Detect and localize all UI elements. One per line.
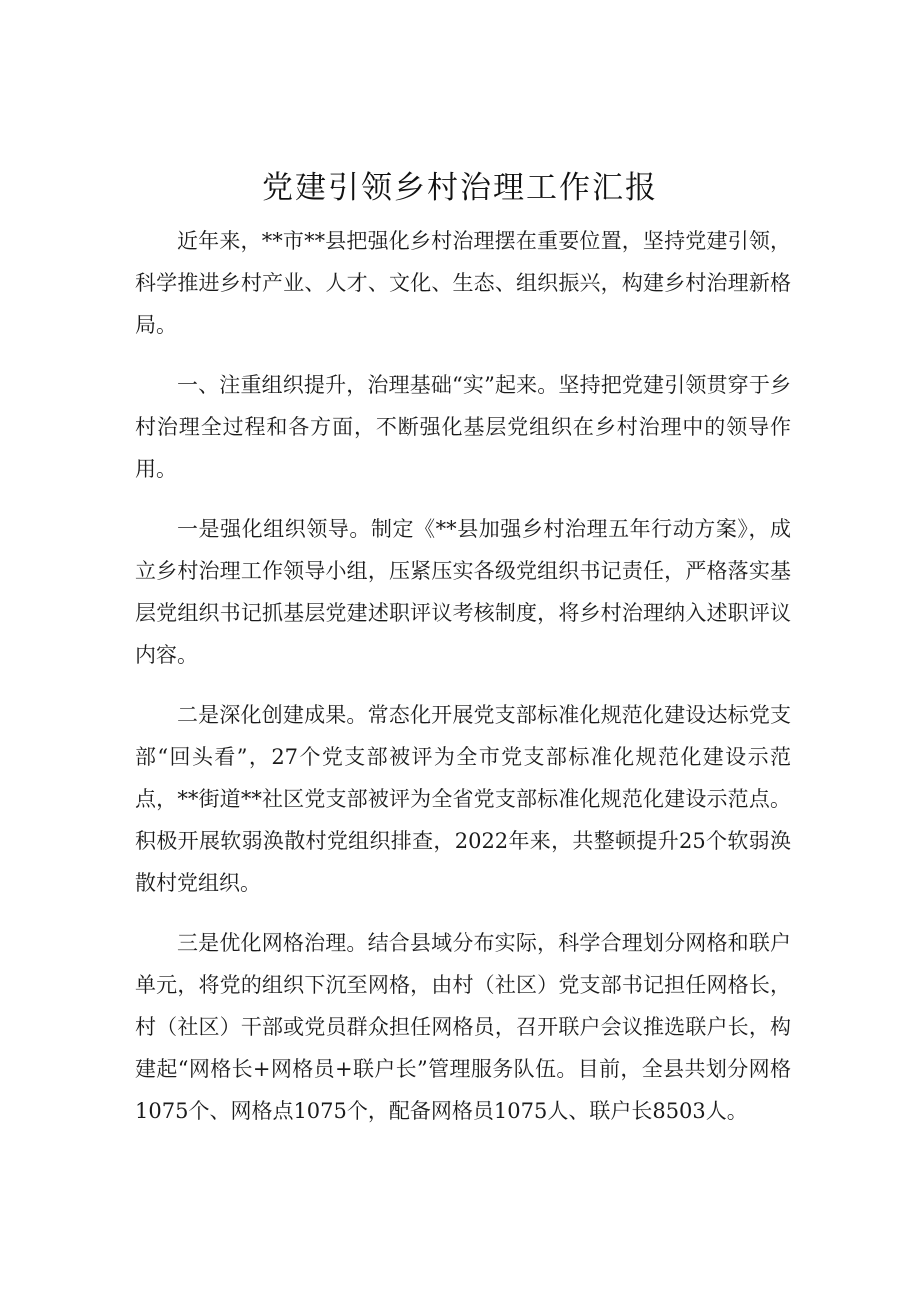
paragraph-section-one: 一、注重组织提升，治理基础“实”起来。坚持把党建引领贯穿于乡村治理全过程和各方面，不断强化基层党组织在乡村治理中的领导作用。 [135, 373, 791, 481]
paragraph-item-three: 三是优化网格治理。结合县域分布实际，科学合理划分网格和联户单元，将党的组织下沉至网格，由村（社区）党支部书记担任网格长，村（社区）干部或党员群众担任网格员，召开联户会议推选联户长，构建起“网格长+网格员+联户长”管理服务队伍。目前，全县共划分网格1075个、网格点1075个，配备网格员1075人、联户长8503人。 [135, 931, 791, 1123]
document-title: 党建引领乡村治理工作汇报 [262, 170, 658, 206]
paragraph-intro: 近年来，**市**县把强化乡村治理摆在重要位置，坚持党建引领，科学推进乡村产业、人才、文化、生态、组织振兴，构建乡村治理新格局。 [135, 229, 791, 337]
document-body [135, 220, 791, 1150]
paragraph-item-two: 二是深化创建成果。常态化开展党支部标准化规范化建设达标党支部“回头看”，27个党支部被评为全市党支部标准化规范化建设示范点，**街道**社区党支部被评为全省党支部标准化规范化建设示范点。积极开展软弱涣散村党组织排查，2022年来，共整顿提升25个软弱涣散村党组织。 [135, 703, 791, 895]
paragraph-item-one: 一是强化组织领导。制定《**县加强乡村治理五年行动方案》，成立乡村治理工作领导小组，压紧压实各级党组织书记责任，严格落实基层党组织书记抓基层党建述职评议考核制度，将乡村治理纳入述职评议内容。 [135, 517, 791, 667]
